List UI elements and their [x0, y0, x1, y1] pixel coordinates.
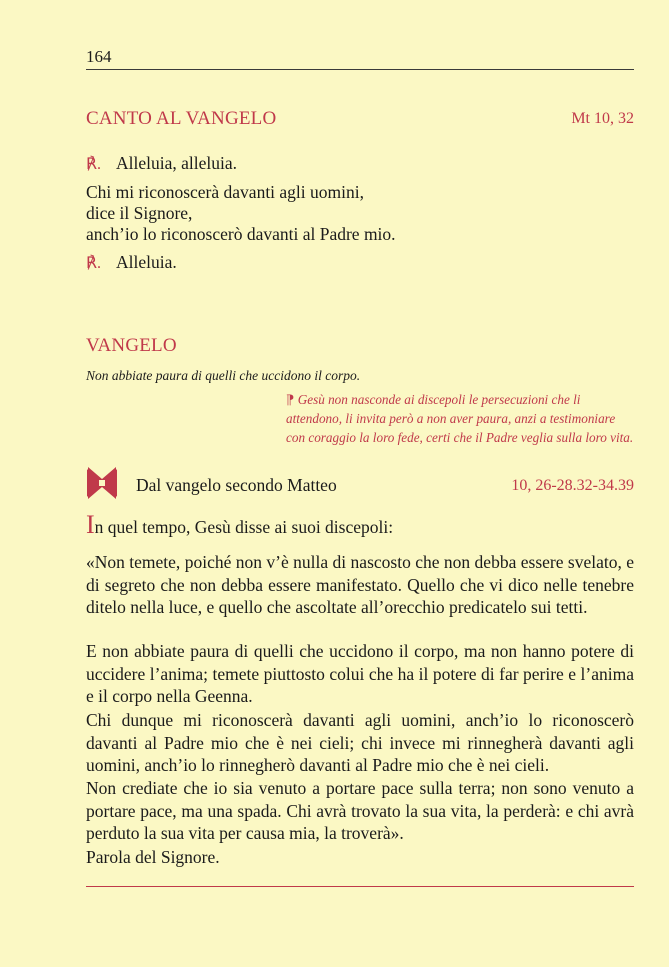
vangelo-intro: Non abbiate paura di quelli che uccidono il corpo.	[86, 368, 361, 383]
verse-line-3: anch’io lo riconoscerò davanti al Padre mio.	[86, 224, 396, 244]
canto-title: CANTO AL VANGELO	[86, 108, 277, 129]
canto-reference: Mt 10, 32	[571, 110, 634, 127]
page-number: 164	[86, 47, 112, 66]
vangelo-title: VANGELO	[86, 335, 177, 356]
response-2	[86, 252, 177, 273]
response-1-text: Alleluia, alleluia.	[116, 153, 237, 173]
response-symbol: ℟.	[86, 255, 101, 272]
gospel-paragraph-2: E non abbiate paura di quelli che uccidono il corpo, ma non hanno potere di uccidere l’anima; temete piuttosto colui che ha il potere di far perire e l’anima e il corpo nella Geenna.	[86, 641, 634, 706]
response-symbol: ℟.	[86, 156, 101, 173]
verse-line-2: dice il Signore,	[86, 203, 193, 223]
note-mark: ⁋	[286, 392, 295, 407]
response-2-text: Alleluia.	[116, 252, 177, 272]
opening-line	[86, 512, 393, 538]
gospel-source: Dal vangelo secondo Matteo	[136, 475, 337, 495]
vangelo-note	[286, 390, 636, 447]
missal-page	[86, 0, 634, 967]
closing-acclamation: Parola del Signore.	[86, 847, 220, 867]
gospel-paragraph-4: Non crediate che io sia venuto a portare pace sulla terra; non sono venuto a portare pace, ma una spada. Chi avrà trovato la sua vita, la perderà: e chi avrà perduto la sua vita per causa mia, la troverà».	[86, 778, 634, 843]
gospel-reference: 10, 26-28.32-34.39	[511, 477, 634, 494]
maltese-cross-icon	[86, 466, 118, 500]
verse-line-1: Chi mi riconoscerà davanti agli uomini,	[86, 182, 364, 202]
gospel-paragraph-3: Chi dunque mi riconoscerà davanti agli uomini, anch’io lo riconoscerò davanti al Padre mio che è nei cieli; chi invece mi rinnegherà davanti agli uomini, anch’io lo rinnegherò davanti al Padre mio che è nei cieli.	[86, 710, 634, 775]
response-1	[86, 153, 237, 174]
opening-text: n quel tempo, Gesù disse ai suoi discepoli:	[94, 517, 394, 537]
note-text: Gesù non nasconde ai discepoli le persecuzioni che li attendono, li invita però a non aver paura, anzi a testimoniare con coraggio la loro fede, certi che il Padre veglia sulla loro vita.	[286, 392, 634, 445]
drop-initial: I	[86, 510, 95, 539]
header-rule	[86, 69, 634, 70]
gospel-paragraph-1: «Non temete, poiché non v’è nulla di nascosto che non debba essere svelato, e di segreto che non debba essere manifestato. Quello che vi dico nelle tenebre ditelo nella luce, e quello che ascoltate all’orecchio predicatelo sui tetti.	[86, 552, 634, 617]
footer-rule	[86, 886, 634, 887]
